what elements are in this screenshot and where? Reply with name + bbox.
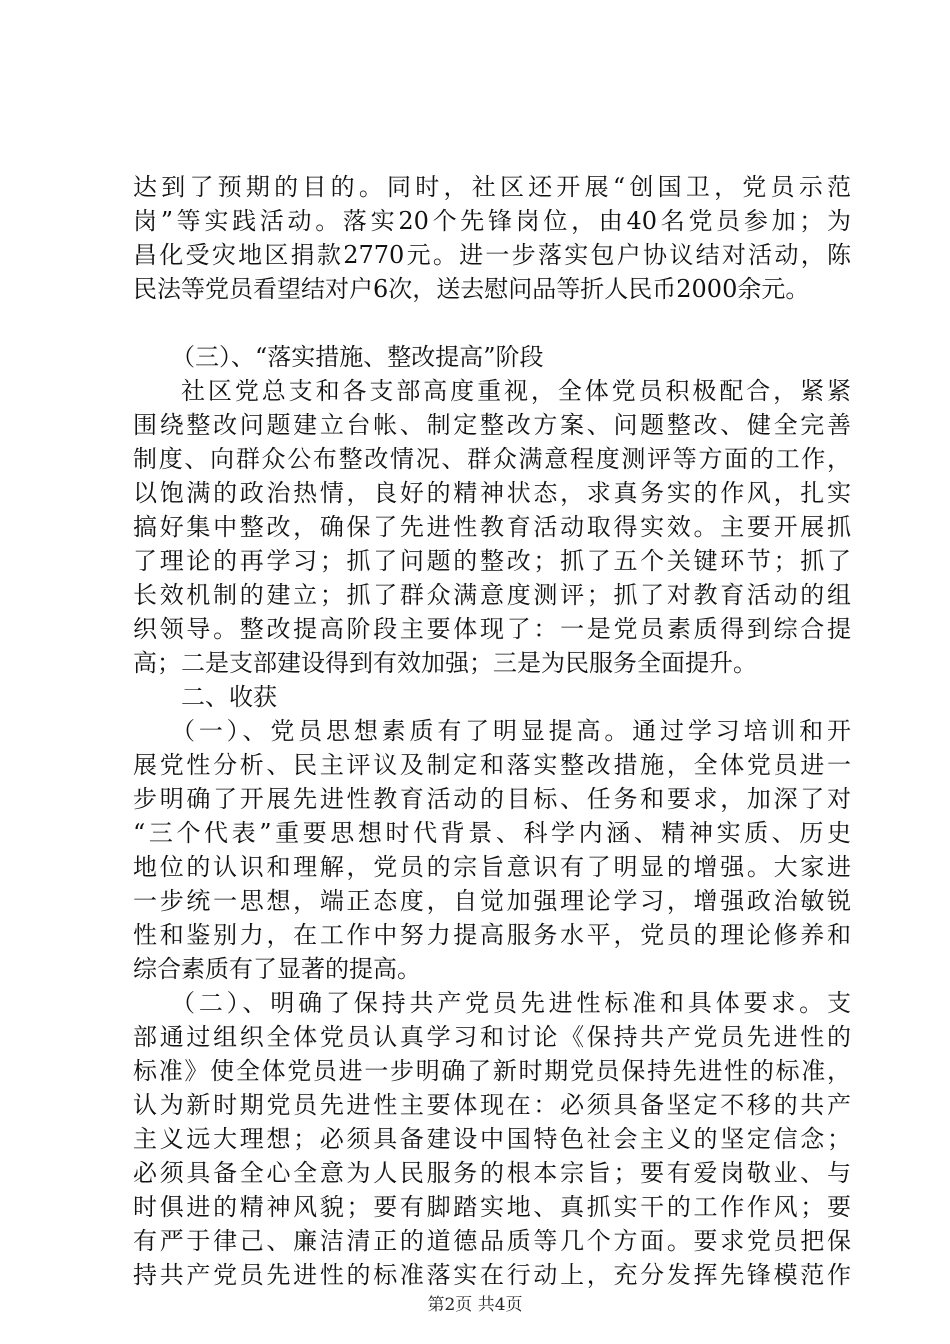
text-line: 围绕整改问题建立台帐、制定整改方案、问题整改、健全完善 xyxy=(133,411,851,439)
document-body xyxy=(133,170,851,1292)
text-line: 主义远大理想；必须具备建设中国特色社会主义的坚定信念； xyxy=(133,1125,851,1153)
text-line: 制度、向群众公布整改情况、群众满意程度测评等方面的工作， xyxy=(133,445,851,473)
text-line: 以饱满的政治热情，良好的精神状态，求真务实的作风，扎实 xyxy=(133,479,851,507)
text-line: 必须具备全心全意为人民服务的根本宗旨；要有爱岗敬业、与 xyxy=(133,1159,851,1187)
text-line: 性和鉴别力，在工作中努力提高服务水平，党员的理论修养和 xyxy=(133,921,851,949)
text-line: 民法等党员看望结对户6次，送去慰问品等折人民币2000余元。 xyxy=(133,275,810,303)
text-line: （一）、党员思想素质有了明显提高。通过学习培训和开 xyxy=(171,717,851,745)
text-line: “三个代表”重要思想时代背景、科学内涵、精神实质、历史 xyxy=(133,819,851,847)
text-line: 时俱进的精神风貌；要有脚踏实地、真抓实干的工作作风；要 xyxy=(133,1193,851,1221)
text-line: 社区党总支和各支部高度重视，全体党员积极配合，紧紧 xyxy=(181,377,851,405)
text-line: 综合素质有了显著的提高。 xyxy=(133,955,421,983)
text-line: 高；二是支部建设得到有效加强；三是为民服务全面提升。 xyxy=(133,649,757,677)
text-line: 一步统一思想，端正态度，自觉加强理论学习，增强政治敏锐 xyxy=(133,887,851,915)
text-line: 长效机制的建立；抓了群众满意度测评；抓了对教育活动的组 xyxy=(133,581,851,609)
page-footer: 第2页 共4页 xyxy=(427,1295,523,1315)
text-line: （二）、明确了保持共产党员先进性标准和具体要求。支 xyxy=(171,989,851,1017)
text-line: 织领导。整改提高阶段主要体现了：一是党员素质得到综合提 xyxy=(133,615,851,643)
text-line: （三）、“落实措施、整改提高”阶段 xyxy=(171,343,544,371)
text-line: 有严于律己、廉洁清正的道德品质等几个方面。要求党员把保 xyxy=(133,1227,851,1255)
text-line: 持共产党员先进性的标准落实在行动上，充分发挥先锋模范作 xyxy=(133,1261,851,1289)
text-line: 地位的认识和理解，党员的宗旨意识有了明显的增强。大家进 xyxy=(133,853,851,881)
text-line: 岗”等实践活动。落实20个先锋岗位，由40名党员参加；为 xyxy=(133,207,851,235)
text-line: 展党性分析、民主评议及制定和落实整改措施，全体党员进一 xyxy=(133,751,851,779)
text-line: 部通过组织全体党员认真学习和讨论《保持共产党员先进性的 xyxy=(133,1023,851,1051)
text-line: 步明确了开展先进性教育活动的目标、任务和要求，加深了对 xyxy=(133,785,851,813)
text-line: 了理论的再学习；抓了问题的整改；抓了五个关键环节；抓了 xyxy=(133,547,851,575)
text-line: 二、收获 xyxy=(181,683,277,711)
text-line: 达到了预期的目的。同时，社区还开展“创国卫，党员示范 xyxy=(133,173,851,201)
text-line: 标准》使全体党员进一步明确了新时期党员保持先进性的标准， xyxy=(133,1057,851,1085)
text-line: 搞好集中整改，确保了先进性教育活动取得实效。主要开展抓 xyxy=(133,513,851,541)
paragraph-gap xyxy=(133,306,851,340)
text-line: 昌化受灾地区捐款2770元。进一步落实包户协议结对活动，陈 xyxy=(133,241,851,269)
text-line: 认为新时期党员先进性主要体现在：必须具备坚定不移的共产 xyxy=(133,1091,851,1119)
